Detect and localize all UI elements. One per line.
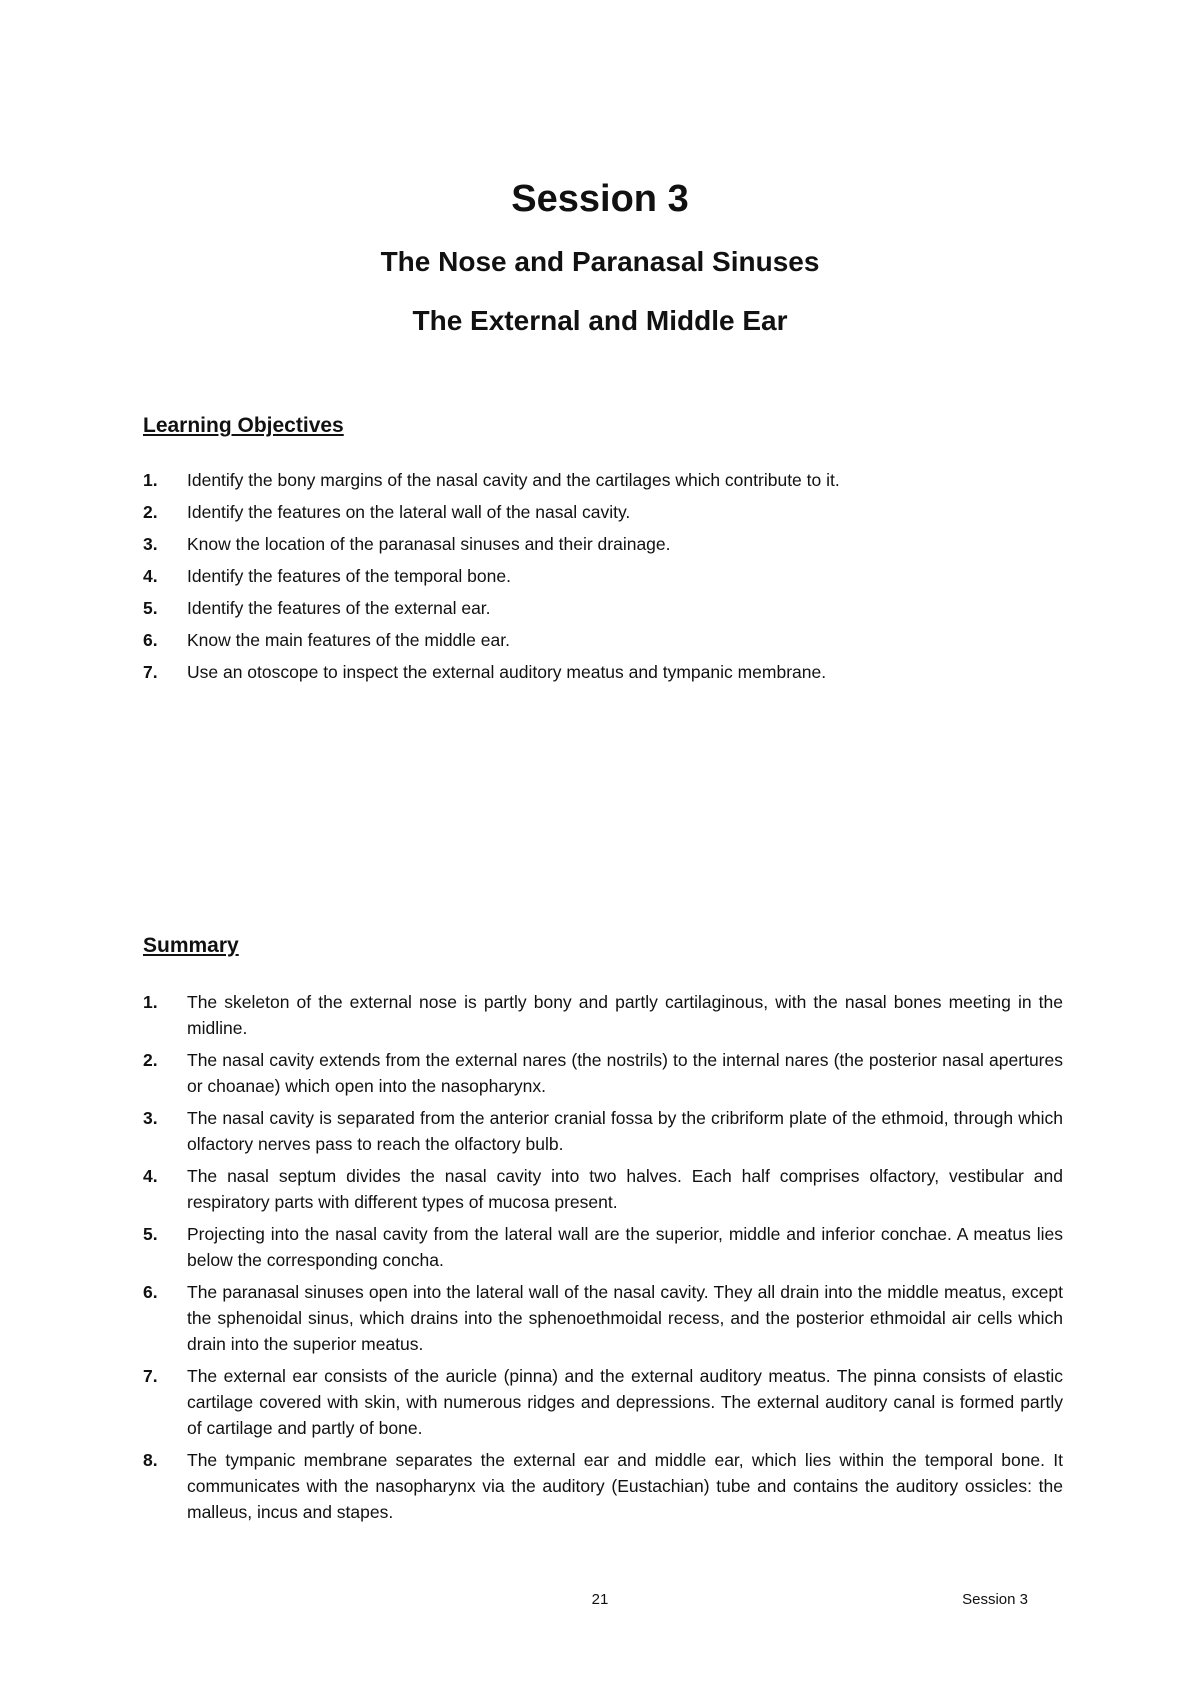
list-item-text: Identify the bony margins of the nasal cavity and the cartilages which contribute to it. [187,470,840,490]
list-item-number: 1. [143,470,158,490]
list-item-text: The skeleton of the external nose is partly bony and partly cartilaginous, with the nasal bones meeting in the midline. [187,992,1063,1038]
summary-item [143,1279,1063,1357]
list-item-number: 8. [143,1450,158,1470]
summary-item [143,1047,1063,1099]
list-item-number: 2. [143,502,158,522]
summary-item [143,1105,1063,1157]
list-item-text: The paranasal sinuses open into the lateral wall of the nasal cavity. They all drain into the middle meatus, except the sphenoidal sinus, which drains into the sphenoethmoidal recess, and the posterior ethmoidal air cells which drain into the superior meatus. [187,1282,1063,1354]
summary-item [143,1221,1063,1273]
objective-item [143,627,1063,659]
objective-item [143,531,1063,563]
list-item-number: 5. [143,1224,158,1244]
page-title: Session 3 [511,178,689,221]
summary-item [143,1363,1063,1441]
objective-item [143,659,1063,691]
summary-item [143,989,1063,1041]
learning-objectives-heading: Learning Objectives [143,414,344,437]
list-item-text: Use an otoscope to inspect the external auditory meatus and tympanic membrane. [187,662,827,682]
list-item-number: 6. [143,630,158,650]
list-item-text: The nasal cavity is separated from the anterior cranial fossa by the cribriform plate of the ethmoid, through which olfactory nerves pass to reach the olfactory bulb. [187,1108,1063,1154]
learning-objectives-list [143,467,1063,691]
list-item-number: 6. [143,1282,158,1302]
subtitle-ear: The External and Middle Ear [412,305,788,336]
list-item-number: 4. [143,1166,158,1186]
objective-item [143,563,1063,595]
list-item-text: The external ear consists of the auricle (pinna) and the external auditory meatus. The pinna consists of elastic cartilage covered with skin, with numerous ridges and depressions. The external auditory canal is formed partly of cartilage and partly of bone. [187,1366,1063,1438]
list-item-text: The nasal septum divides the nasal cavity into two halves. Each half comprises olfactory, vestibular and respiratory parts with different types of mucosa present. [187,1166,1063,1212]
summary-heading: Summary [143,934,239,957]
list-item-number: 7. [143,662,158,682]
objective-item [143,499,1063,531]
list-item-number: 5. [143,598,158,618]
list-item-number: 7. [143,1366,158,1386]
page-number: 21 [591,1591,609,1608]
list-item-text: Identify the features of the external ear. [187,598,491,618]
list-item-number: 4. [143,566,158,586]
summary-item [143,1447,1063,1525]
subtitle-nose: The Nose and Paranasal Sinuses [380,246,820,277]
list-item-text: Identify the features on the lateral wall of the nasal cavity. [187,502,631,522]
list-item-text: The nasal cavity extends from the external nares (the nostrils) to the internal nares (the posterior nasal apertures or choanae) which open into the nasopharynx. [187,1050,1063,1096]
list-item-text: Know the location of the paranasal sinuses and their drainage. [187,534,671,554]
summary-list [143,989,1063,1531]
summary-item [143,1163,1063,1215]
list-item-number: 2. [143,1050,158,1070]
list-item-text: Projecting into the nasal cavity from the lateral wall are the superior, middle and inferior conchae. A meatus lies below the corresponding concha. [187,1224,1063,1270]
footer-section-label: Session 3 [962,1591,1028,1608]
list-item-number: 3. [143,534,158,554]
objective-item [143,595,1063,627]
objective-item [143,467,1063,499]
list-item-text: The tympanic membrane separates the external ear and middle ear, which lies within the temporal bone. It communicates with the nasopharynx via the auditory (Eustachian) tube and contains the auditory ossicles: the malleus, incus and stapes. [187,1450,1063,1522]
list-item-text: Know the main features of the middle ear. [187,630,510,650]
list-item-number: 1. [143,992,158,1012]
list-item-number: 3. [143,1108,158,1128]
list-item-text: Identify the features of the temporal bone. [187,566,511,586]
